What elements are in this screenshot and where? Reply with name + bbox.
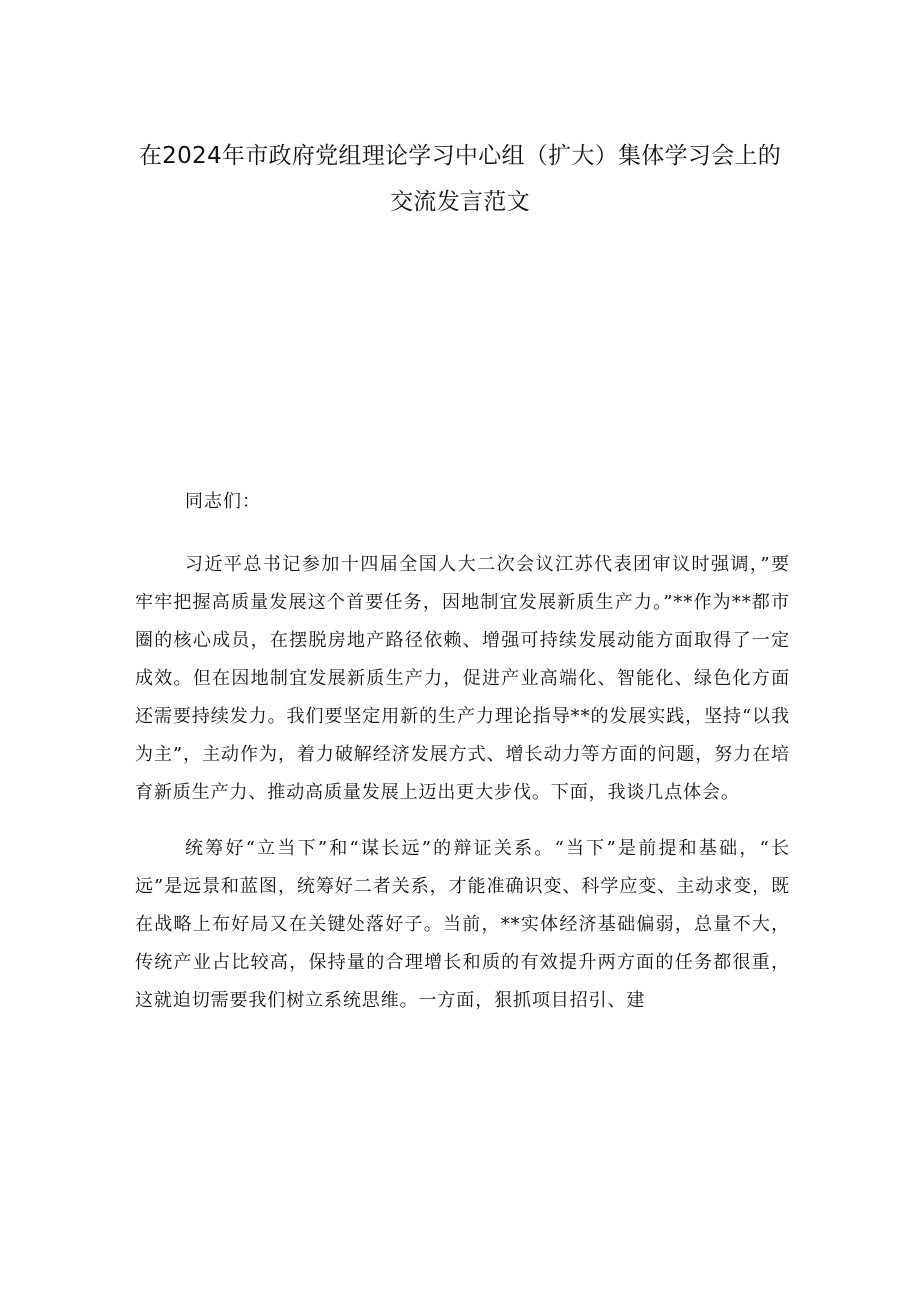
document-title: [60, 133, 860, 225]
title-line-2: 交流发言范文: [390, 189, 530, 215]
title-line-1: 在2024年市政府党组理论学习中心组（扩大）集体学习会上的: [138, 143, 782, 169]
document-body: [135, 480, 790, 1038]
salutation: 同志们：: [185, 491, 261, 512]
paragraph-2: 统筹好“立当下”和“谋长远”的辩证关系。“当下”是前提和基础，“长远”是远景和蓝图，统筹好二者关系，才能准确识变、科学应变、主动求变，既在战略上布好局又在关键处落好子。当前，**实体经济基础偏弱，总量不大，传统产业占比较高，保持量的合理增长和质的有效提升两方面的任务都很重，这就迫切需要我们树立系统思维。一方面，狠抓项目招引、建: [135, 838, 790, 1011]
paragraph-1: 习近平总书记参加十四届全国人大二次会议江苏代表团审议时强调，”要牢牢把握高质量发展这个首要任务，因地制宜发展新质生产力。”**作为**都市圈的核心成员，在摆脱房地产路径依赖、增强可持续发展动能方面取得了一定成效。但在因地制宜发展新质生产力，促进产业高端化、智能化、绿色化方面还需要持续发力。我们要坚定用新的生产力理论指导**的发展实践，坚持“以我为主”，主动作为，着力破解经济发展方式、增长动力等方面的问题，努力在培育新质生产力、推动高质量发展上迈出更大步伐。下面，我谈几点体会。: [135, 554, 790, 803]
